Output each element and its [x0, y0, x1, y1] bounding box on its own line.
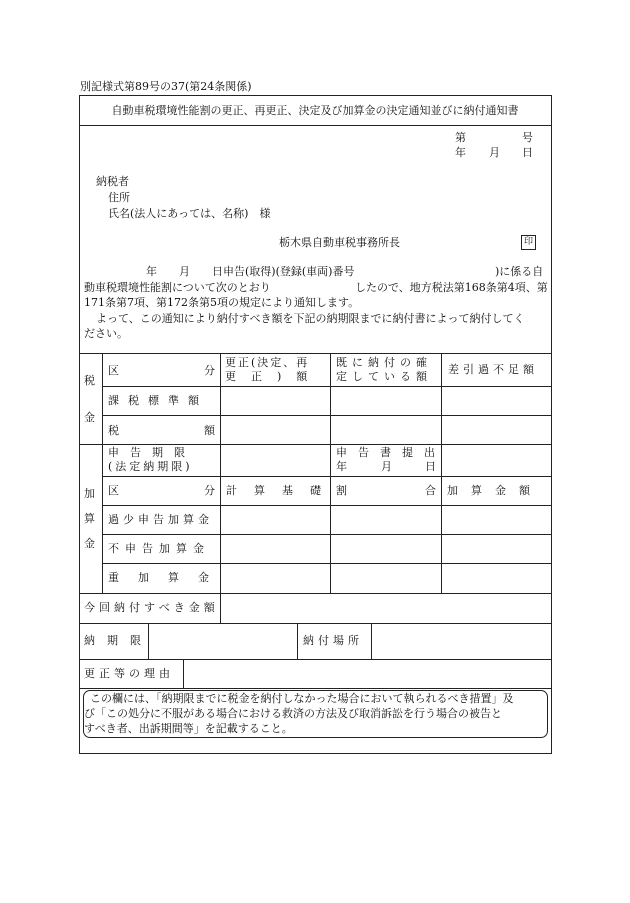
tax-col-bun: 分 — [204, 364, 215, 377]
kasan-col-kubun: 区 — [108, 484, 119, 497]
form-frame — [79, 95, 552, 754]
issuer-name: 栃木県自動車税事務所長 — [279, 236, 400, 249]
number-suffix: 号 — [522, 131, 533, 144]
body-line-1a: 年 月 日申告(取得)(登録(車両)番号 — [146, 265, 355, 278]
kasan-side-3: 金 — [84, 537, 95, 550]
tax-col-kubun: 区 — [108, 364, 119, 377]
row-teishutsu-m: 月 — [381, 460, 392, 473]
note-line-1: この欄には、「納期限までに税金を納付しなかった場合において執られるべき措置」及 — [90, 692, 514, 705]
row-gaku: 額 — [204, 424, 215, 437]
body-line-3: 171条第7項、第172条第5項の規定により通知します。 — [84, 296, 360, 309]
kasan-col-keisan: 計算基礎 — [226, 484, 338, 497]
row-kazei: 課税標準額 — [108, 394, 208, 407]
taxpayer-name: 氏名(法人にあっては、名称) 様 — [108, 207, 271, 220]
body-line-1b: )に係る自 — [495, 265, 544, 278]
reason-label: 更正等の理由 — [84, 667, 174, 680]
row-teishutsu-d: 日 — [425, 460, 436, 473]
kasan-col-bun: 分 — [204, 484, 215, 497]
form-id: 別記様式第89号の37(第24条関係) — [80, 80, 252, 93]
taxpayer-address: 住所 — [108, 191, 130, 204]
tax-col-kousei-1: 更正(決定、再 — [225, 356, 310, 369]
row-shinkoku-1: 申 告 期 限 — [108, 446, 185, 459]
row-kasho: 過少申告加算金 — [108, 513, 213, 526]
row-mushinkoku: 不申告加算金 — [108, 542, 210, 555]
total-label: 今回納付すべき金額 — [84, 601, 219, 614]
row-juka: 重加算金 — [108, 571, 228, 584]
date-year: 年 — [455, 146, 466, 159]
date-day: 日 — [522, 146, 533, 159]
kasan-col-wari-2: 合 — [425, 484, 436, 497]
tax-col-kino-1: 既に納付の確 — [336, 356, 432, 369]
kasan-col-kasan: 加算金額 — [447, 484, 543, 497]
row-zei: 税 — [108, 424, 119, 437]
seal-mark: 印 — [521, 235, 536, 250]
date-month: 月 — [489, 146, 500, 159]
place-label: 納付場所 — [303, 634, 363, 647]
kasan-col-wari-1: 割 — [336, 484, 347, 497]
kasan-side-1: 加 — [84, 487, 95, 500]
body-line-2b: したので、地方税法第168条第4項、第 — [355, 281, 548, 294]
note-line-2: び「この処分に不服がある場合における救済の方法及び取消訴訟を行う場合の被告と — [84, 707, 502, 720]
kasan-side-2: 算 — [84, 512, 95, 525]
body-line-4: よって、この通知により納付すべき額を下記の納期限までに納付書によって納付してく — [96, 312, 525, 325]
row-shinkoku-2: (法定納期限) — [108, 460, 193, 473]
tax-side-1: 税 — [84, 374, 95, 387]
row-teishutsu-y: 年 — [336, 460, 347, 473]
tax-col-kousei-2: 更 正 ) 額 — [225, 370, 310, 383]
number-label: 第 — [455, 131, 466, 144]
tax-col-sabiki: 差引過不足額 — [448, 363, 538, 376]
body-line-5: ださい。 — [84, 327, 128, 340]
tax-col-kino-2: 定している額 — [336, 370, 432, 383]
taxpayer-label: 納税者 — [96, 175, 129, 188]
body-line-2a: 動車税環境性能割について次のとおり — [84, 281, 271, 294]
note-line-3: すべき者、出訴期間等」を記載すること。 — [84, 722, 293, 735]
due-label: 納期限 — [84, 634, 153, 647]
row-teishutsu-1: 申 告 書 提 出 — [336, 446, 435, 459]
document-title: 自動車税環境性能割の更正、再更正、決定及び加算金の決定通知並びに納付通知書 — [111, 104, 519, 117]
tax-side-2: 金 — [84, 411, 95, 424]
